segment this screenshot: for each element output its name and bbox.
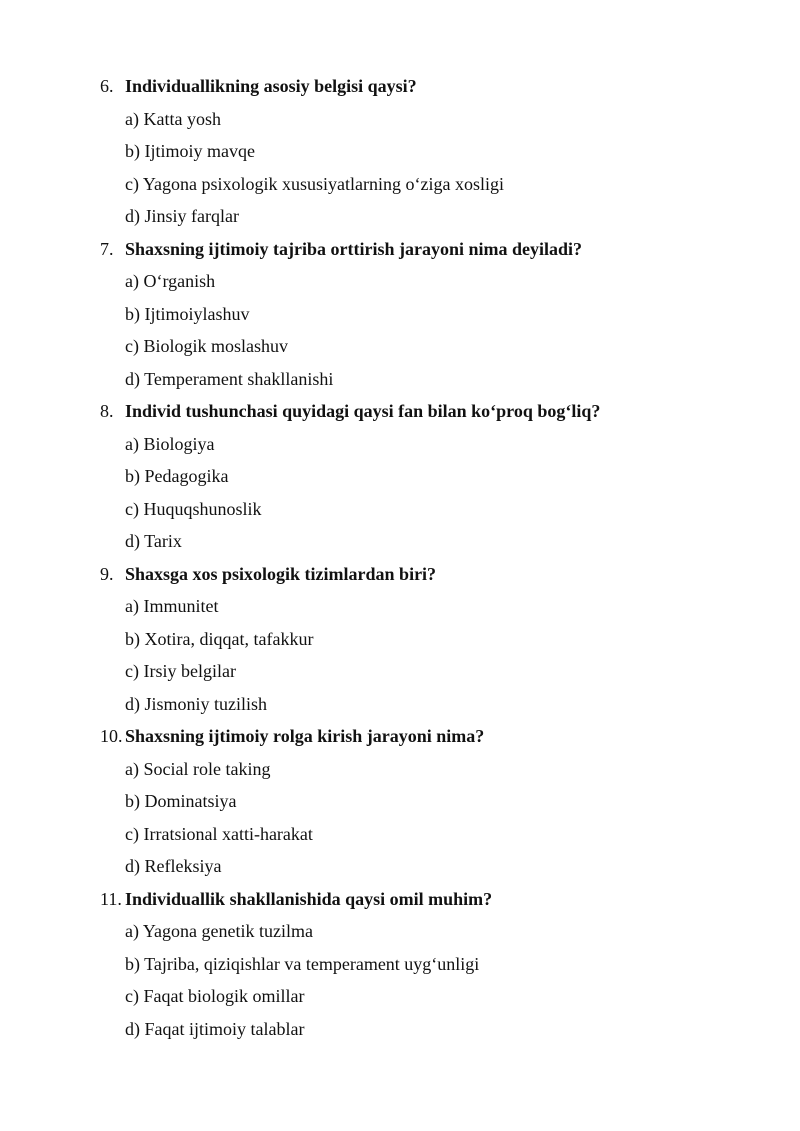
question-text: Individuallik shakllanishida qaysi omil muhim?	[125, 888, 493, 909]
question-text: Shaxsga xos psixologik tizimlardan biri?	[125, 563, 437, 584]
option-a: a) Social role taking	[125, 758, 271, 779]
question-text: Individ tushunchasi quyidagi qaysi fan bilan ko‘proq bog‘liq?	[125, 401, 601, 421]
question-7	[0, 233, 800, 396]
question-text: Shaxsning ijtimoiy tajriba orttirish jarayoni nima deyiladi?	[125, 238, 583, 259]
option-b: b) Ijtimoiy mavqe	[125, 141, 255, 161]
question-line	[0, 70, 800, 103]
question-line	[0, 720, 800, 753]
option-c: c) Huquqshunoslik	[125, 498, 262, 519]
question-line	[0, 558, 800, 591]
question-text: Individuallikning asosiy belgisi qaysi?	[125, 76, 417, 96]
option-b: b) Dominatsiya	[125, 791, 237, 811]
option-d: d) Jinsiy farqlar	[125, 206, 239, 226]
question-6	[0, 70, 800, 233]
question-11	[0, 883, 800, 1046]
question-number: 8.	[100, 401, 114, 421]
option-b: b) Ijtimoiylashuv	[125, 303, 250, 324]
question-9	[0, 558, 800, 721]
option-d: d) Tarix	[125, 531, 182, 551]
option-b: b) Tajriba, qiziqishlar va temperament uyg‘unligi	[125, 953, 480, 974]
option-c: c) Faqat biologik omillar	[125, 986, 305, 1006]
option-a: a) Immunitet	[125, 596, 219, 616]
question-number: 7.	[100, 238, 114, 259]
option-d: d) Jismoniy tuzilish	[125, 693, 268, 714]
option-b: b) Pedagogika	[125, 466, 229, 486]
option-d: d) Faqat ijtimoiy talablar	[125, 1018, 305, 1039]
question-line	[0, 233, 800, 266]
option-a: a) Biologiya	[125, 433, 215, 454]
option-b: b) Xotira, diqqat, tafakkur	[125, 628, 314, 649]
option-a: a) Yagona genetik tuzilma	[125, 921, 313, 941]
option-c: c) Irsiy belgilar	[125, 661, 236, 681]
question-number: 9.	[100, 563, 114, 584]
question-10	[0, 720, 800, 883]
quiz-page	[0, 70, 800, 1045]
option-d: d) Refleksiya	[125, 856, 222, 876]
option-c: c) Yagona psixologik xususiyatlarning o‘ziga xosligi	[125, 173, 504, 194]
question-8	[0, 395, 800, 558]
option-d: d) Temperament shakllanishi	[125, 368, 334, 389]
option-c: c) Irratsional xatti-harakat	[125, 823, 313, 844]
question-number: 10.	[100, 726, 123, 746]
question-line	[0, 395, 800, 428]
question-text: Shaxsning ijtimoiy rolga kirish jarayoni nima?	[125, 726, 485, 746]
question-number: 11.	[100, 888, 122, 909]
question-number: 6.	[100, 76, 114, 96]
option-a: a) Katta yosh	[125, 108, 221, 129]
option-c: c) Biologik moslashuv	[125, 336, 288, 356]
question-line	[0, 883, 800, 916]
option-a: a) O‘rganish	[125, 271, 216, 291]
